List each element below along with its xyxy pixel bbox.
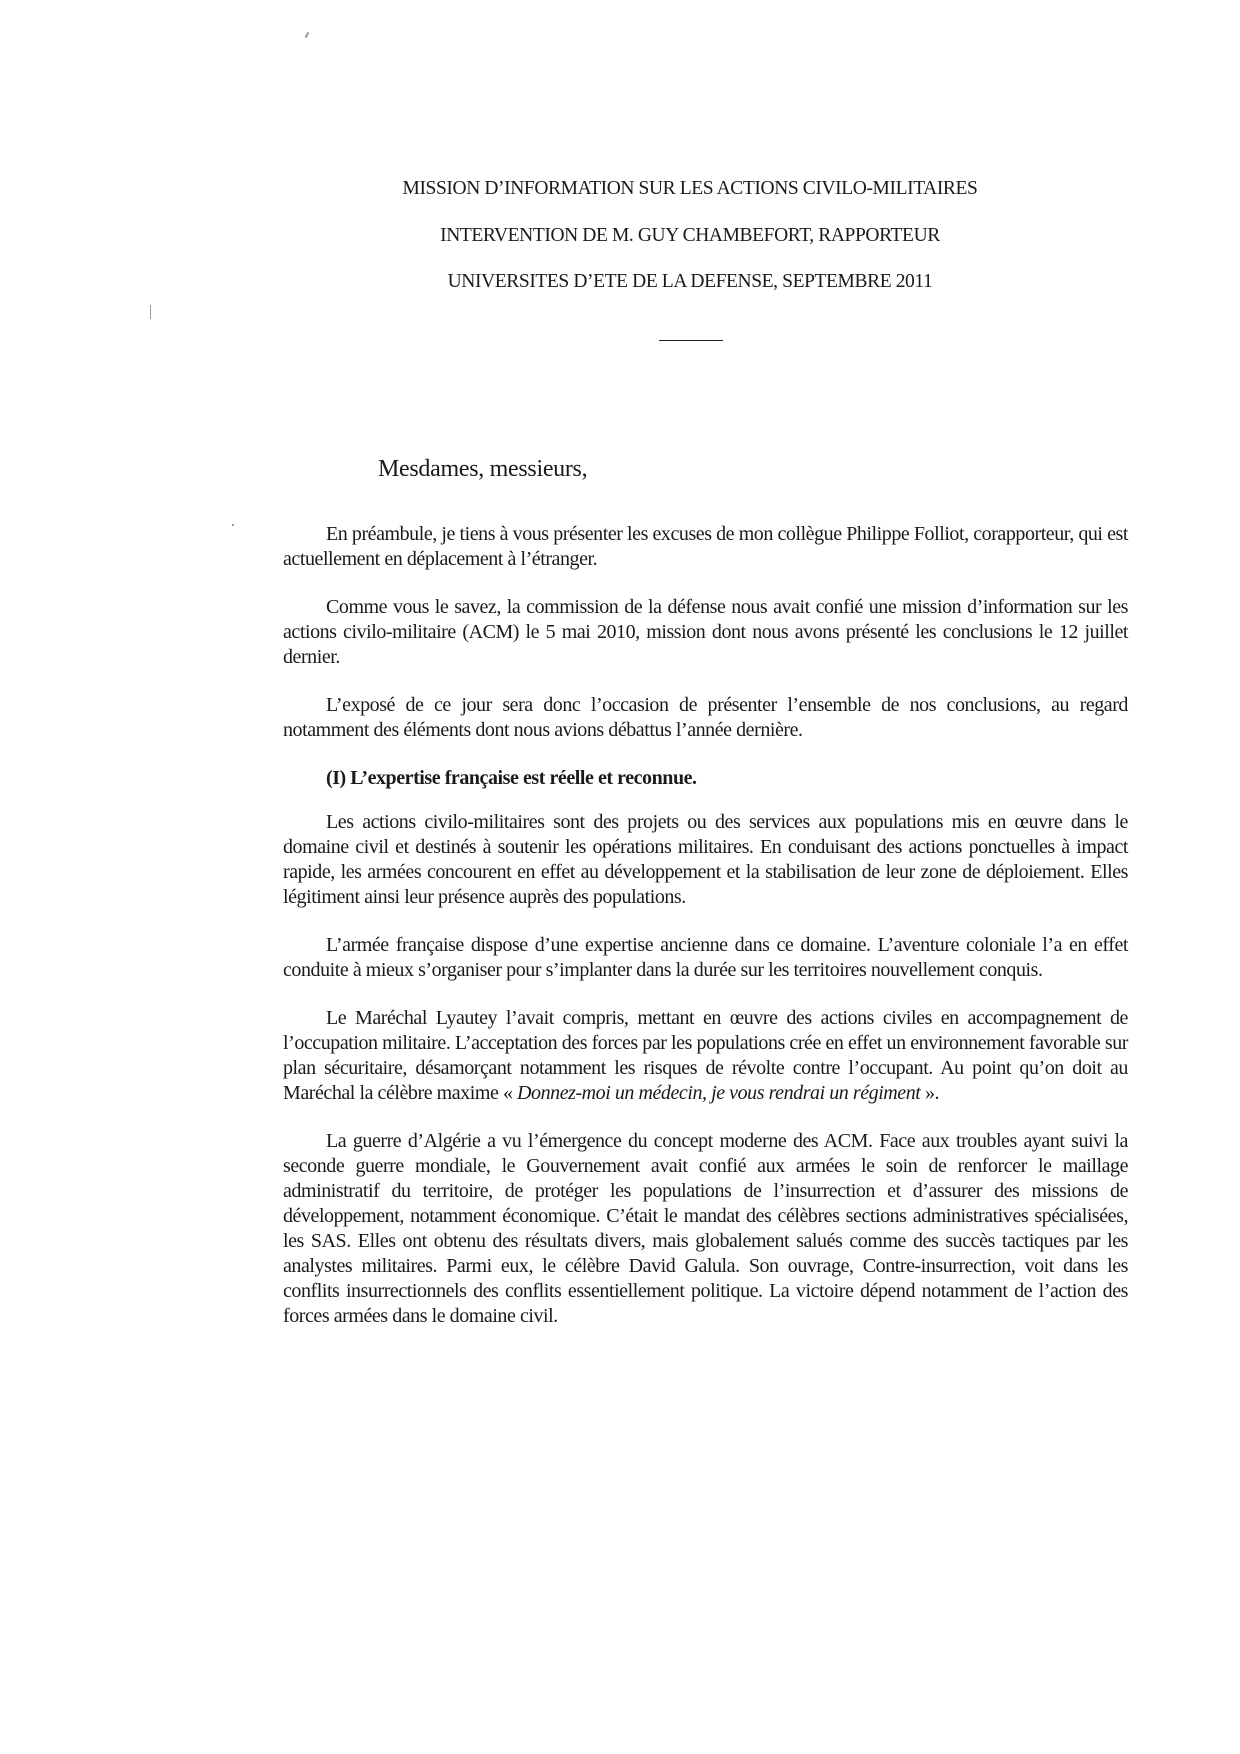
paragraph: Comme vous le savez, la commission de la défense nous avait confié une mission d’information sur les actions civilo-militaire (ACM) le 5 mai 2010, mission dont nous avons présenté les conclusions le 12 juillet dernier. bbox=[283, 596, 1128, 668]
salutation: Mesdames, messieurs, bbox=[378, 456, 588, 482]
scan-mark bbox=[150, 305, 151, 319]
paragraph-text: ». bbox=[920, 1082, 940, 1104]
scan-mark bbox=[232, 524, 234, 526]
paragraph: La guerre d’Algérie a vu l’émergence du concept moderne des ACM. Face aux troubles ayant suivi la seconde guerre mondiale, le Gouvernement avait confié aux armées le soin de renforcer le maillage administratif du territoire, de protéger les populations de l’insurrection et d’assurer des missions de développement, notamment économique. C’était le mandat des célèbres sections administratives spécialisées, les SAS. Elles ont obtenu des résultats divers, mais globalement salués comme des succès tactiques par les analystes militaires. Parmi eux, le célèbre David Galula. Son ouvrage, Contre-insurrection, voit dans les conflits insurrectionnels des conflits essentiellement politique. La victoire dépend notamment de l’action des forces armées dans le domaine civil. bbox=[283, 1130, 1128, 1327]
paragraph-text: Le Maréchal Lyautey l’avait compris, mettant en œuvre des actions civiles en accompagnement de l’occupation militaire. L’acceptation des forces par les populations crée en effet un environnement favorable sur plan sécuritaire, désamorçant notamment les risques de révolte contre l’occupant. Au point qu’on doit au Maréchal la célèbre maxime « bbox=[283, 1007, 1128, 1104]
paragraph: L’armée française dispose d’une expertise ancienne dans ce domaine. L’aventure coloniale l’a en effet conduite à mieux s’organiser pour s’implanter dans la durée sur les territoires nouvellement conquis. bbox=[283, 934, 1128, 981]
header-line-1: MISSION D’INFORMATION SUR LES ACTIONS CIVILO-MILITAIRES bbox=[402, 178, 978, 199]
paragraph bbox=[283, 1006, 1128, 1106]
paragraph: Les actions civilo-militaires sont des projets ou des services aux populations mis en œuvre dans le domaine civil et destinés à soutenir les opérations militaires. En conduisant des actions ponctuelles à impact rapide, les armées concourent en effet au développement et la stabilisation de leur zone de déploiement. Elles légitiment ainsi leur présence auprès des populations. bbox=[283, 811, 1128, 908]
quote: Donnez-moi un médecin, je vous rendrai un régiment bbox=[517, 1082, 921, 1104]
scan-mark bbox=[305, 32, 310, 38]
body-text bbox=[283, 522, 1128, 1352]
paragraph: L’exposé de ce jour sera donc l’occasion de présenter l’ensemble de nos conclusions, au regard notamment des éléments dont nous avions débattus l’année dernière. bbox=[283, 694, 1128, 741]
divider bbox=[659, 340, 723, 341]
header-line-2: INTERVENTION DE M. GUY CHAMBEFORT, RAPPORTEUR bbox=[440, 225, 940, 246]
paragraph: En préambule, je tiens à vous présenter les excuses de mon collègue Philippe Folliot, corapporteur, qui est actuellement en déplacement à l’étranger. bbox=[283, 523, 1128, 570]
header-line-3: UNIVERSITES D’ETE DE LA DEFENSE, SEPTEMBRE 2011 bbox=[447, 271, 933, 292]
section-heading: (I) L’expertise française est réelle et reconnue. bbox=[326, 767, 697, 789]
